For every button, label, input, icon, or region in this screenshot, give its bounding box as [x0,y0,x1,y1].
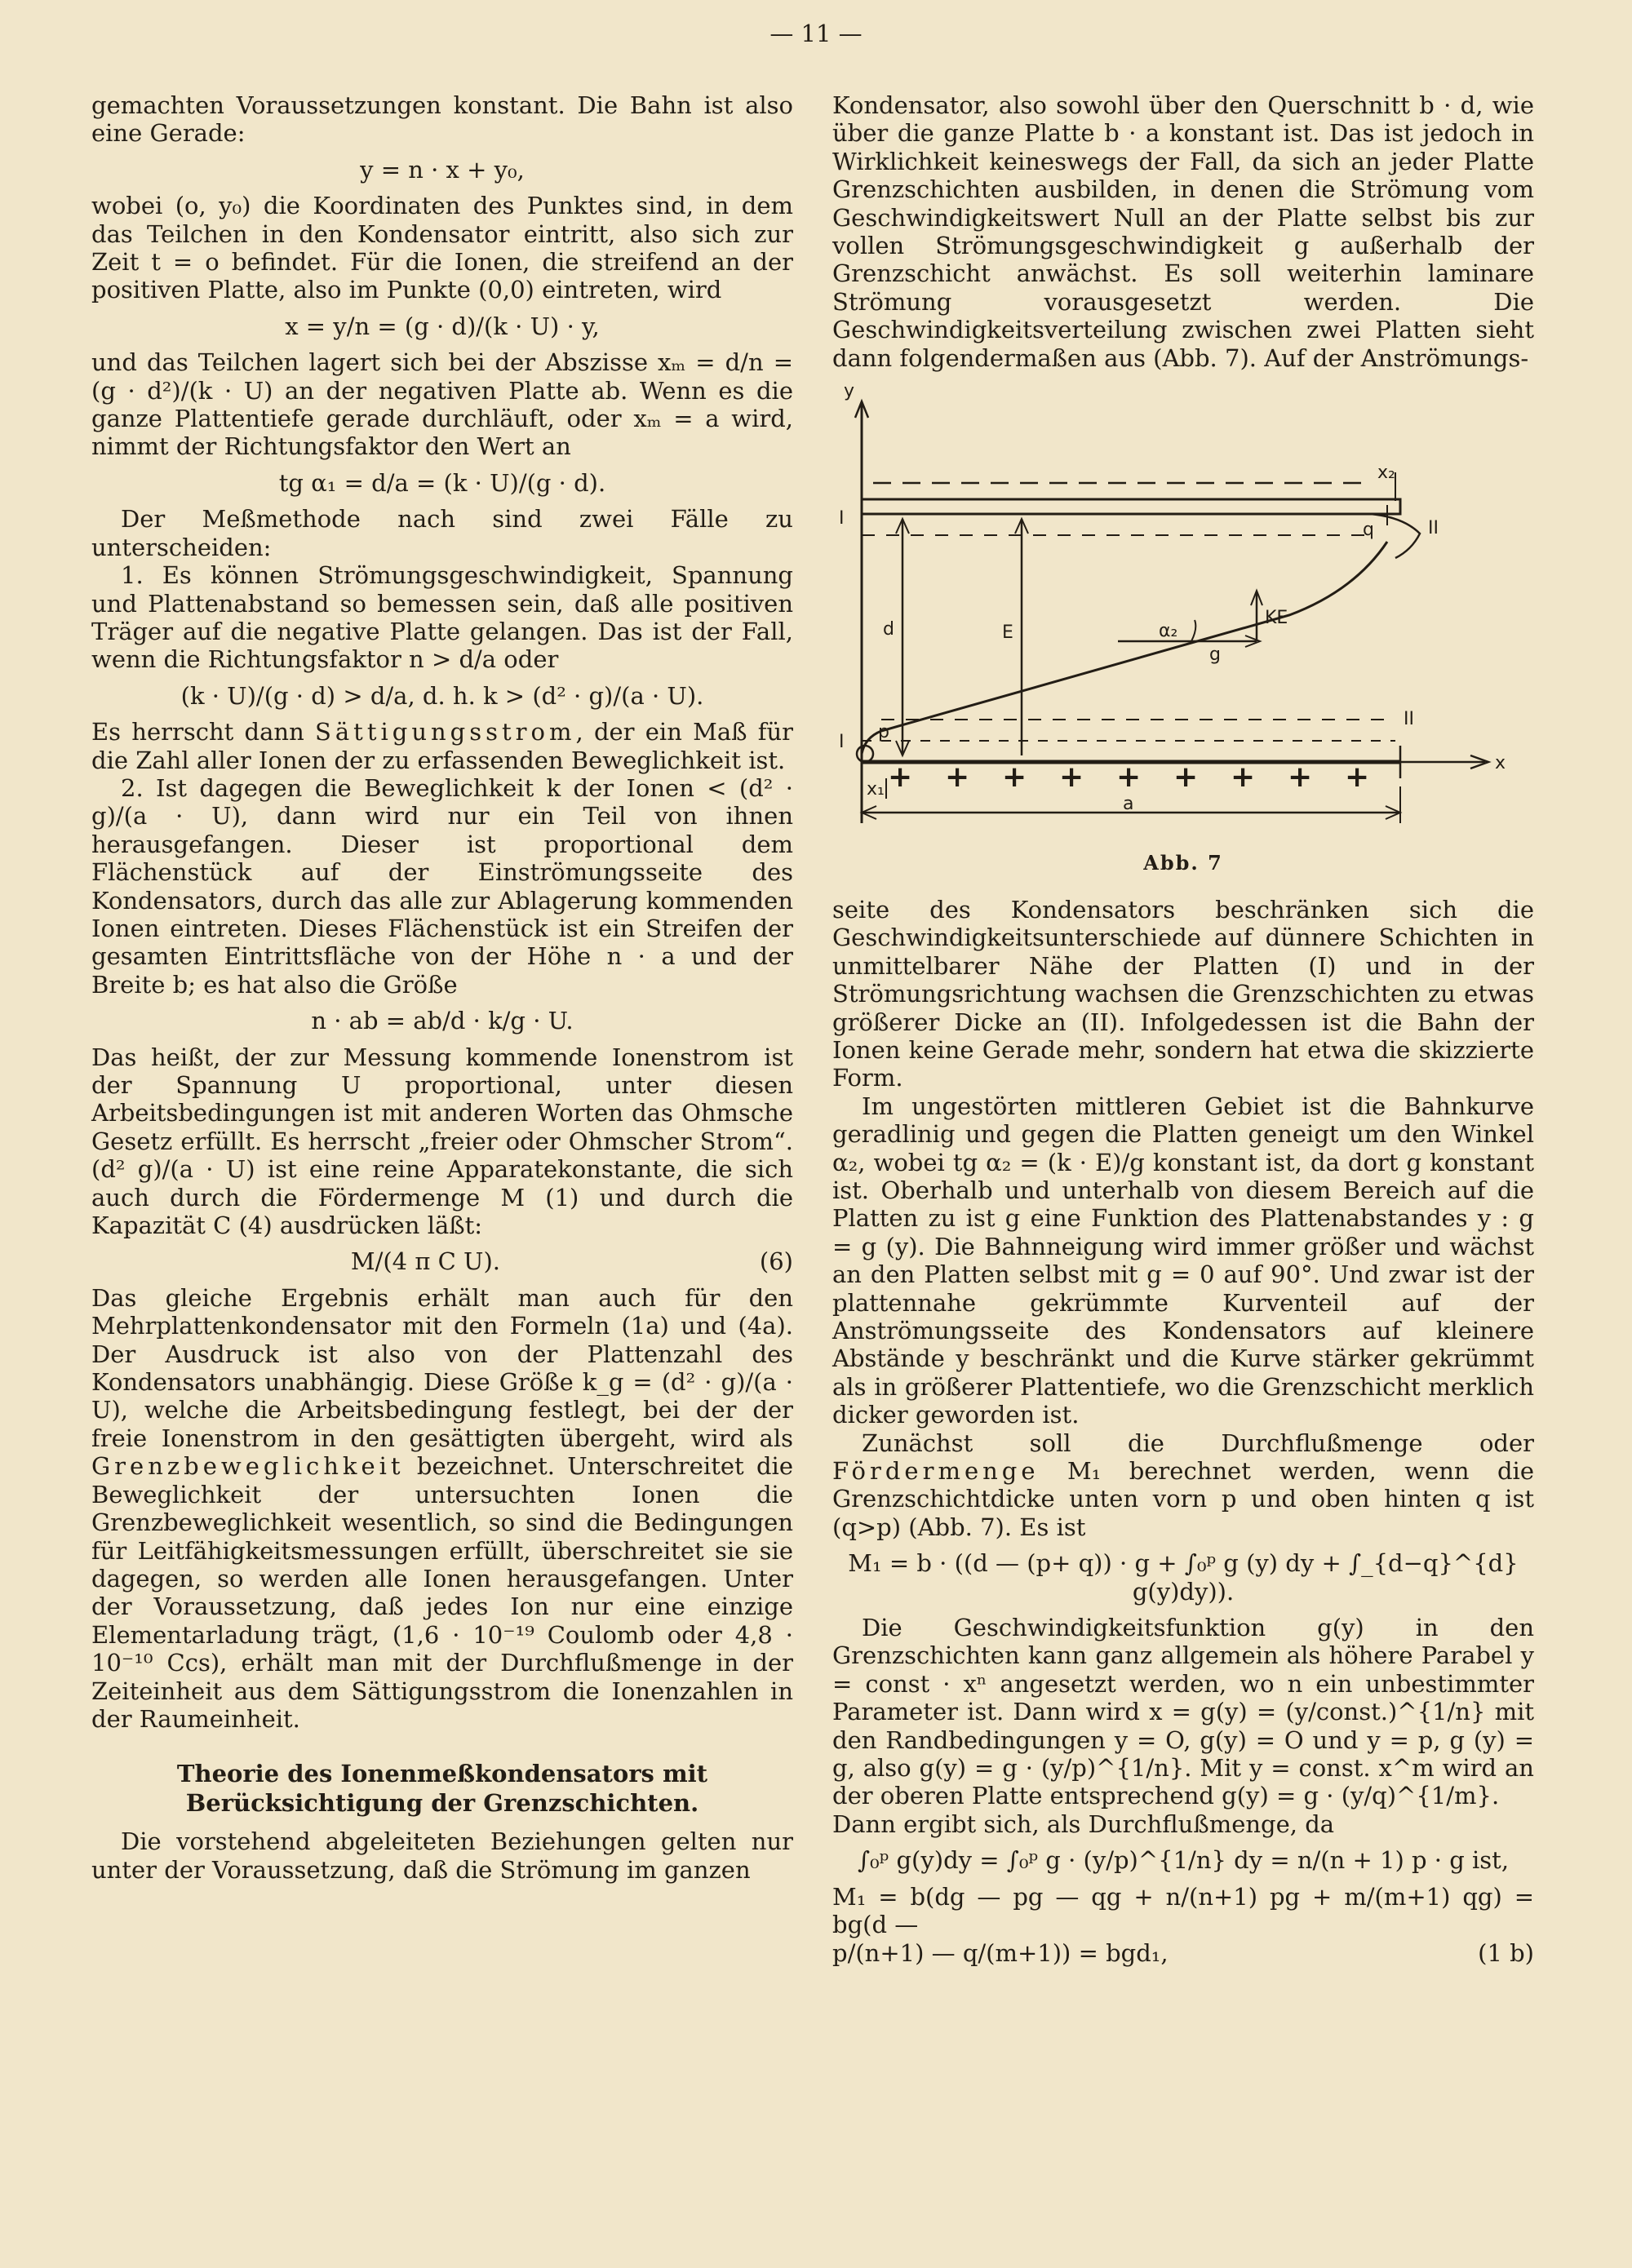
paragraph: seite des Kondensators beschränken sich die Geschwindigkeitsunterschiede auf dünnere Schichten in unmittelbarer Nähe der Platten (I) und in der Strömungsrichtung wachsen die Grenzschichten zu etwas größerer Dicke an (II). Infolgedessen ist die Bahn der Ionen keine Gerade mehr, sondern hat etwa die skizzierte Form. [832,895,1534,1092]
paragraph: 2. Ist dagegen die Beweglichkeit k der Ionen < (d² · g)/(a · U), dann wird nur ein Teil von ihnen herausgefangen. Dieser ist proportional dem Flächenstück auf der Einströmungsseite des Kondensators, durch das alle zur Ablagerung kommenden Ionen eintreten. Dieses Flächenstück ist ein Streifen der gesamten Eintrittsfläche von der Höhe n · a und der Breite b; es hat also die Größe [91,773,793,999]
label-alpha: α₂ [1159,621,1178,642]
paragraph: Die vorstehend abgeleiteten Beziehungen gelten nur unter der Voraussetzung, daß die Strömung im ganzen [91,1827,793,1884]
equation-body: p/(n+1) — q/(m+1)) = bgd₁, [832,1938,1169,1967]
text: Das gleiche Ergebnis erhält man auch für den Mehrplattenkondensator mit den Formeln (1a) und (4a). Der Ausdruck ist also von der Plattenzahl des Kondensators unabhängig. Diese Größe k_g = (d² · g)/(a · U), welche die Arbeitsbedingung festlegt, bei der der freie Ionenstrom in den gesättigten übergeht, wird als [91,1283,793,1452]
label-g: g [1209,645,1221,666]
top-plate [862,499,1400,514]
figure-abb-7 [832,379,1534,878]
paragraph: Kondensator, also sowohl über den Querschnitt b · d, wie über die ganze Platte b · a konstant ist. Das ist jedoch in Wirklichkeit keineswegs der Fall, da sich an jeder Platte Grenzschichten ausbilden, in denen die Strömung vom Geschwindigkeitswert Null an der Platte selbst bis zur vollen Strömungsgeschwindigkeit g außerhalb der Grenzschicht anwächst. Es soll weiterhin laminare Strömung vorausgesetzt werden. Die Geschwindigkeitsverteilung zwischen zwei Platten sieht dann folgendermaßen aus (Abb. 7). Auf der Anströmungs- [832,91,1534,372]
plus-sign: + [1173,760,1199,795]
entry-point [857,746,873,762]
label-p: p [878,722,889,743]
paragraph: Im ungestörten mittleren Gebiet ist die Bahnkurve geradlinig und gegen die Platten geneigt um den Winkel α₂, wobei tg α₂ = (k · E)/g konstant ist, da dort g konstant ist. Oberhalb und unterhalb von diesem Bereich auf die Platten zu ist g eine Funktion des Plattenabstandes y : g = g (y). Die Bahnneigung wird immer größer und wächst an den Platten selbst mit g = 0 auf 90°. Und zwar ist der plattennahe gekrümmte Kurventeil auf der Anströmungsseite des Kondensators auf kleinere Abstände y beschränkt und die Kurve stärker gekrümmt als in größerer Plattentiefe, wo die Grenzschicht merklich dicker geworden ist. [832,1092,1534,1429]
equation: y = n · x + y₀, [360,155,525,184]
plus-sign: + [1288,760,1313,795]
left-column [91,91,793,1884]
paragraph: gemachten Voraussetzungen konstant. Die Bahn ist also eine Gerade: [91,91,793,148]
equation-body: M/(4 π C U). [350,1247,500,1276]
paragraph: wobei (o, y₀) die Koordinaten des Punktes sind, in dem das Teilchen in den Kondensator eintritt, also sich zur Zeit t = o befindet. Für die Ionen, die streifend an der positiven Platte, also im Punkte (0,0) eintreten, wird [91,192,793,304]
right-column [832,91,1534,1967]
equation: (k · U)/(g · d) > d/a, d. h. k > (d² · g)/(a · U). [180,681,704,710]
section-heading: Theorie des Ionenmeßkondensators mit Berücksichtigung der Grenzschichten. [176,1760,708,1818]
equation [91,1247,793,1275]
plate-label-II-bottom: II [1404,709,1414,730]
paragraph: und das Teilchen lagert sich bei der Abszisse xₘ = d/n = (g · d²)/(k · U) an der negativen Platte ab. Wenn es die ganze Plattentiefe gerade durchläuft, oder xₘ = a wird, nimmt der Richtungsfaktor den Wert an [91,348,793,461]
plate-label-I-bottom: I [839,732,845,753]
plus-sign: + [1002,760,1027,795]
equation: M₁ = b(dg — pg — qg + n/(n+1) pg + m/(m+1) qg) = bg(d — [832,1882,1534,1939]
text: Zunächst soll die Durchflußmenge oder [862,1429,1534,1457]
paragraph [832,1429,1534,1542]
label-x1: x₁ [867,779,885,800]
paragraph: Dann ergibt sich, als Durchflußmenge, da [832,1810,1335,1838]
text: Es herrscht dann [91,718,316,746]
figure-caption: Abb. 7 [1143,851,1223,875]
plus-sign: + [1231,760,1256,795]
spaced-term: Sättigungsstrom [315,718,576,746]
plus-sign: + [1059,760,1084,795]
ion-path [862,542,1387,754]
text: , der ein Maß für die Zahl aller Ionen der zu erfassenden Beweglichkeit ist. [91,718,793,774]
plus-sign: + [945,760,970,795]
paragraph: Der Meßmethode nach sind zwei Fälle zu unterscheiden: [91,505,793,561]
spaced-term: Grenzbeweglichkeit [91,1452,405,1481]
equation: x = y/n = (g · d)/(k · U) · y, [285,312,600,340]
paragraph: 1. Es können Strömungsgeschwindigkeit, Spannung und Plattenabstand so bemessen sein, daß alle positiven Träger auf die negative Platte gelangen. Das ist der Fall, wenn die Richtungsfaktor n > d/a oder [91,561,793,674]
equation: ∫₀ᵖ g(y)dy = ∫₀ᵖ g · (y/p)^{1/n} dy = n/(n + 1) p · g ist, [857,1846,1510,1875]
label-a: a [1123,794,1134,815]
equation: n · ab = ab/d · k/g · U. [311,1007,574,1035]
equation-number: (1 b) [1478,1938,1534,1967]
paragraph: Das heißt, der zur Messung kommende Ionenstrom ist der Spannung U proportional, unter diesen Arbeitsbedingungen ist mit anderen Worten das Ohmsche Gesetz erfüllt. Es herrscht „freier oder Ohmscher Strom“. (d² g)/(a · U) ist eine reine Apparatekonstante, die sich auch durch die Fördermenge M (1) und durch die Kapazität C (4) ausdrücken läßt: [91,1043,793,1240]
x-axis-label: x [1495,753,1506,774]
angle-arc [1191,620,1195,641]
label-q: q [1363,520,1374,541]
paragraph [91,718,793,774]
boundary-profile [1371,514,1420,558]
text: bezeichnet. Unterschreitet die Beweglichkeit der untersuchten Ionen die Grenzbeweglichkeit wesentlich, so sind die Bedingungen für Leitfähigkeitsmessungen erfüllt, überschreitet sie sie dagegen, so werden alle Ionen herausgefangen. Unter der Voraussetzung, daß jedes Ion nur eine einzige Elementarladung trägt, (1,6 · 10⁻¹⁹ Coulomb oder 4,8 · 10⁻¹⁰ Ccs), erhält man mit der Durchflußmenge in der Zeiteinheit aus dem Sättigungsstrom die Ionenzahlen in der Raumeinheit. [91,1452,793,1733]
text: M₁ berechnet werden, wenn die Grenzschichtdicke unten vorn p und oben hinten q ist (q>p) (Abb. 7). Es ist [832,1457,1534,1541]
plus-sign: + [1345,760,1370,795]
paragraph: Die Geschwindigkeitsfunktion g(y) in den Grenzschichten kann ganz allgemein als höhere Parabel y = const · xⁿ angesetzt werden, wo n ein unbestimmter Parameter ist. Dann wird x = g(y) = (y/const.)^{1/n} mit den Randbedingungen y = O, g(y) = O und y = p, g (y) = g, also g(y) = g · (y/p)^{1/n}. Mit y = const. x^m wird an der oberen Platte entsprechend g(y) = g · (y/q)^{1/m}. [832,1614,1534,1810]
equation: M₁ = b · ((d — (p+ q)) · g + ∫₀ᵖ g (y) dy + ∫_{d−q}^{d} g(y)dy)). [848,1549,1519,1606]
equation-number: (6) [759,1247,793,1276]
plus-sign: + [888,760,913,795]
diagram-plates [832,379,1534,835]
page-number: — 11 — [769,20,863,47]
equation: tg α₁ = d/a = (k · U)/(g · d). [278,468,606,497]
label-x2: x₂ [1377,463,1395,484]
plus-sign: + [1116,760,1142,795]
label-KE: KE [1265,608,1288,629]
spaced-term: Fördermenge [832,1457,1040,1485]
label-d: d [883,619,894,640]
plate-label-I-top: I [839,508,845,529]
y-axis-label: y [844,381,855,402]
label-E: E [1002,622,1013,644]
paragraph [91,1284,793,1734]
plate-label-II-top: II [1428,518,1439,539]
equation [832,1939,1534,1967]
